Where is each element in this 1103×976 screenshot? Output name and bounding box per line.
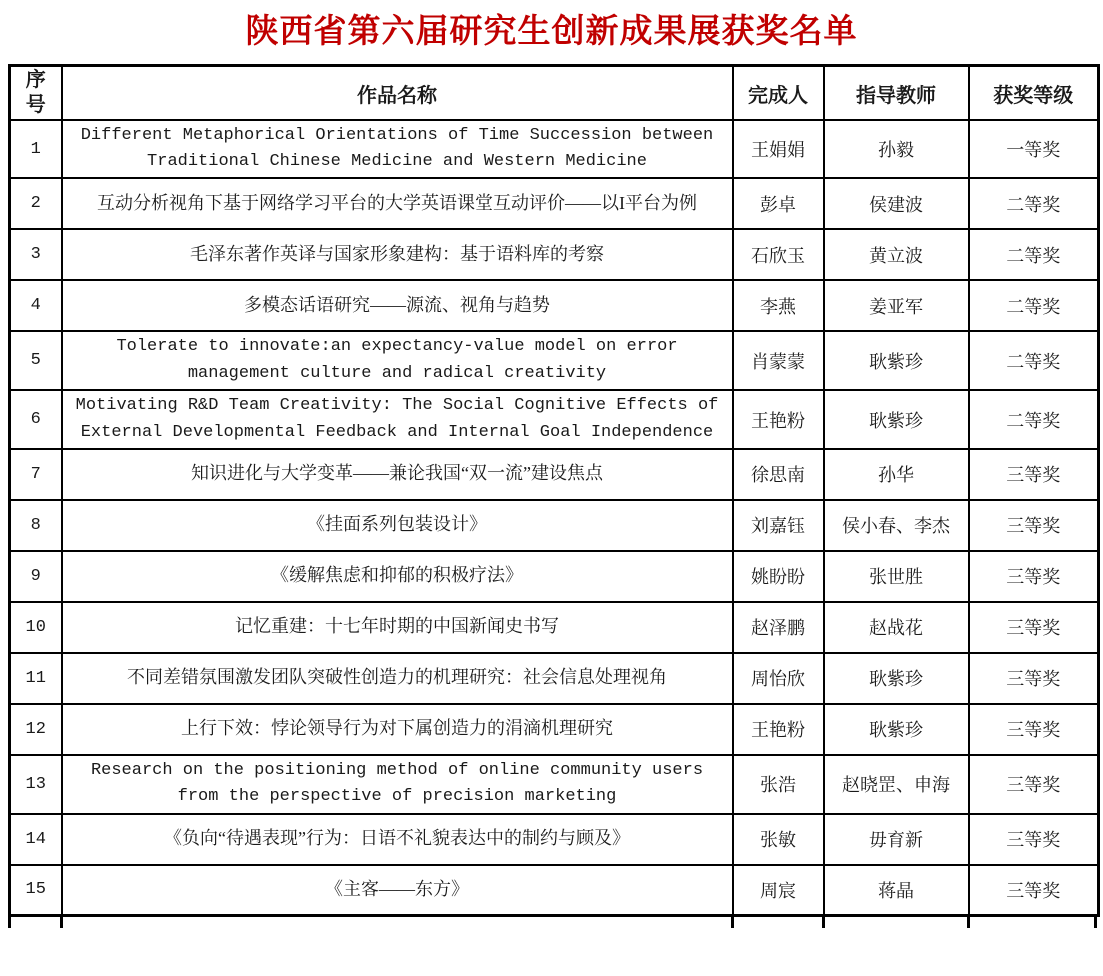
cell-no: 10: [10, 602, 62, 653]
cell-work: 不同差错氛围激发团队突破性创造力的机理研究：社会信息处理视角: [62, 653, 733, 704]
header-advisor: 指导教师: [824, 66, 969, 120]
table-row: [10, 178, 1099, 229]
cell-award: 三等奖: [969, 602, 1099, 653]
table-row: [10, 390, 1099, 449]
cell-award: 三等奖: [969, 814, 1099, 865]
cell-no: 13: [10, 755, 62, 814]
cell-author: 石欣玉: [733, 229, 824, 280]
table-row: [10, 551, 1099, 602]
cell-advisor: 赵战花: [824, 602, 969, 653]
column-border-stub: [822, 917, 825, 928]
cell-work: 《挂面系列包装设计》: [62, 500, 733, 551]
cell-no: 2: [10, 178, 62, 229]
table-header: [10, 66, 1099, 120]
awards-table-body: [10, 120, 1099, 916]
cell-award: 三等奖: [969, 551, 1099, 602]
column-border-stub: [60, 917, 63, 928]
cell-author: 肖蒙蒙: [733, 331, 824, 390]
cell-advisor: 蒋晶: [824, 865, 969, 916]
cell-award: 三等奖: [969, 653, 1099, 704]
cell-no: 3: [10, 229, 62, 280]
table-row: [10, 120, 1099, 179]
table-row: [10, 602, 1099, 653]
cell-advisor: 毋育新: [824, 814, 969, 865]
cell-no: 9: [10, 551, 62, 602]
cell-work: 知识进化与大学变革——兼论我国“双一流”建设焦点: [62, 449, 733, 500]
cell-advisor: 孙毅: [824, 120, 969, 179]
cell-work: Research on the positioning method of online community users from the perspective of precision marketing: [62, 755, 733, 814]
table-row: [10, 653, 1099, 704]
cell-author: 徐思南: [733, 449, 824, 500]
cell-advisor: 耿紫珍: [824, 704, 969, 755]
cell-award: 二等奖: [969, 280, 1099, 331]
table-row: [10, 331, 1099, 390]
awards-table: [8, 64, 1100, 917]
table-row: [10, 755, 1099, 814]
cell-work: Motivating R&D Team Creativity: The Social Cognitive Effects of External Developmental Feedback and Internal Goal Independence: [62, 390, 733, 449]
header-no: 序号: [10, 66, 62, 120]
column-border-stub: [731, 917, 734, 928]
cell-advisor: 耿紫珍: [824, 331, 969, 390]
page-title: 陕西省第六届研究生创新成果展获奖名单: [245, 14, 858, 50]
cell-work: 毛泽东著作英译与国家形象建构：基于语料库的考察: [62, 229, 733, 280]
header-work: 作品名称: [62, 66, 733, 120]
cell-no: 7: [10, 449, 62, 500]
cell-advisor: 侯小春、李杰: [824, 500, 969, 551]
cell-advisor: 侯建波: [824, 178, 969, 229]
column-border-stub: [8, 917, 11, 928]
cell-no: 15: [10, 865, 62, 916]
table-row: [10, 229, 1099, 280]
cell-no: 11: [10, 653, 62, 704]
cell-work: Tolerate to innovate:an expectancy-value model on error management culture and radical creativity: [62, 331, 733, 390]
cell-author: 张敏: [733, 814, 824, 865]
cell-work: 上行下效：悖论领导行为对下属创造力的涓滴机理研究: [62, 704, 733, 755]
cell-award: 三等奖: [969, 500, 1099, 551]
cell-award: 三等奖: [969, 449, 1099, 500]
table-row: [10, 814, 1099, 865]
cell-award: 三等奖: [969, 704, 1099, 755]
table-row: [10, 704, 1099, 755]
cell-author: 姚盼盼: [733, 551, 824, 602]
cell-work: 记忆重建：十七年时期的中国新闻史书写: [62, 602, 733, 653]
cell-no: 8: [10, 500, 62, 551]
cell-advisor: 姜亚军: [824, 280, 969, 331]
cell-no: 14: [10, 814, 62, 865]
cell-author: 周宸: [733, 865, 824, 916]
cell-work: 《缓解焦虑和抑郁的积极疗法》: [62, 551, 733, 602]
header-row: [10, 66, 1099, 120]
cell-award: 二等奖: [969, 390, 1099, 449]
column-border-stub: [967, 917, 970, 928]
table-row: [10, 865, 1099, 916]
cell-advisor: 黄立波: [824, 229, 969, 280]
cell-no: 4: [10, 280, 62, 331]
cell-author: 王艳粉: [733, 704, 824, 755]
cell-author: 刘嘉钰: [733, 500, 824, 551]
cell-work: Different Metaphorical Orientations of Time Succession between Traditional Chinese Medicine and Western Medicine: [62, 120, 733, 179]
cell-author: 张浩: [733, 755, 824, 814]
table-continuation: [0, 917, 1103, 931]
cell-author: 李燕: [733, 280, 824, 331]
cell-author: 周怡欣: [733, 653, 824, 704]
column-border-stub: [1094, 917, 1097, 928]
header-author: 完成人: [733, 66, 824, 120]
cell-award: 三等奖: [969, 865, 1099, 916]
cell-no: 5: [10, 331, 62, 390]
cell-work: 互动分析视角下基于网络学习平台的大学英语课堂互动评价——以I平台为例: [62, 178, 733, 229]
cell-work: 多模态话语研究——源流、视角与趋势: [62, 280, 733, 331]
cell-advisor: 赵晓罡、申海: [824, 755, 969, 814]
cell-author: 王娟娟: [733, 120, 824, 179]
cell-advisor: 张世胜: [824, 551, 969, 602]
cell-award: 三等奖: [969, 755, 1099, 814]
table-row: [10, 500, 1099, 551]
cell-work: 《负向“待遇表现”行为：日语不礼貌表达中的制约与顾及》: [62, 814, 733, 865]
cell-advisor: 耿紫珍: [824, 390, 969, 449]
cell-award: 二等奖: [969, 331, 1099, 390]
cell-author: 王艳粉: [733, 390, 824, 449]
cell-no: 12: [10, 704, 62, 755]
cell-author: 赵泽鹏: [733, 602, 824, 653]
cell-no: 6: [10, 390, 62, 449]
header-award: 获奖等级: [969, 66, 1099, 120]
cell-no: 1: [10, 120, 62, 179]
cell-award: 二等奖: [969, 229, 1099, 280]
table-row: [10, 449, 1099, 500]
cell-author: 彭卓: [733, 178, 824, 229]
cell-work: 《主客——东方》: [62, 865, 733, 916]
cell-award: 一等奖: [969, 120, 1099, 179]
table-row: [10, 280, 1099, 331]
cell-award: 二等奖: [969, 178, 1099, 229]
cell-advisor: 孙华: [824, 449, 969, 500]
cell-advisor: 耿紫珍: [824, 653, 969, 704]
